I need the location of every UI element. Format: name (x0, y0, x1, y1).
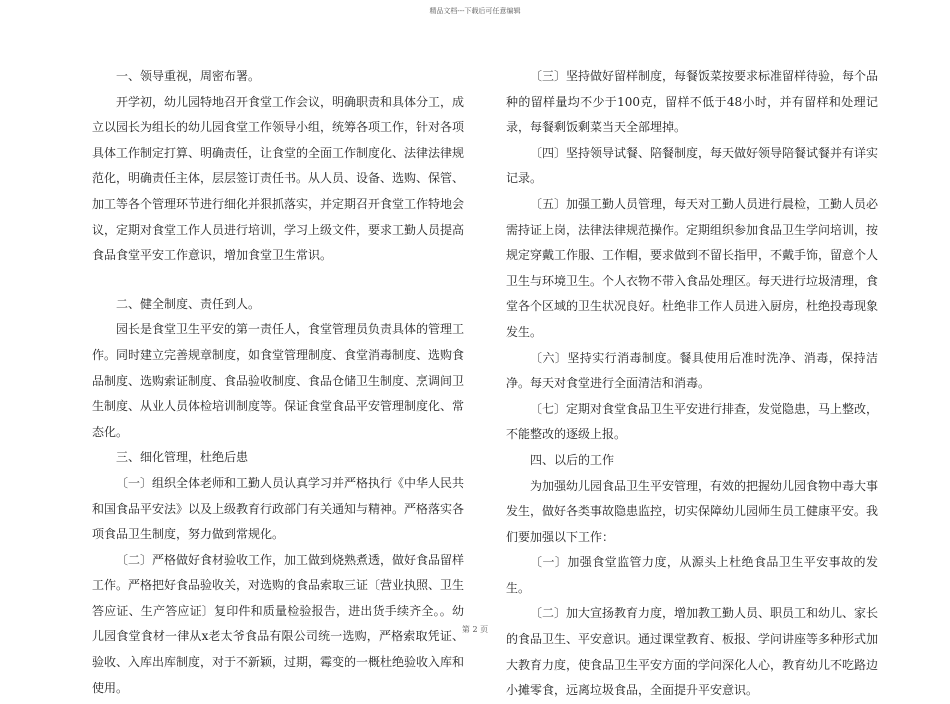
section-heading-4: 四、以后的工作 (530, 452, 615, 467)
paragraph: 为加强幼儿园食品卫生平安管理，有效的把握幼儿园食物中毒大事发生，做好各类事故隐患监控，切实保障幼儿园师生员工健康平安。我们要加强以下工作： (506, 478, 879, 544)
paragraph: 〔二〕加大宣扬教育力度，增加教工勤人员、职员工和幼儿、家长的食品卫生、平安意识。通过课堂教育、板报、学问讲座等多种形式加大教育力度，使食品卫生平安方面的学问深化人心，教育幼儿不吃路边小摊零食，远离垃圾食品，全面提升平安意识。 (506, 606, 879, 698)
section-heading-1: 一、领导重视，周密布署。 (116, 69, 261, 83)
page-header: 精品文档---下载后可任意编辑 (429, 7, 521, 15)
section-heading-2: 二、健全制度、责任到人。 (116, 296, 261, 311)
paragraph: 〔四〕坚持领导试餐、陪餐制度，每天做好领导陪餐试餐并有详实记录。 (506, 145, 879, 186)
page-number: 第 2 页 (461, 625, 489, 634)
paragraph: 〔七〕定期对食堂食品卫生平安进行排查，发觉隐患，马上整改，不能整改的逐级上报。 (506, 401, 879, 442)
left-column (92, 64, 464, 701)
paragraph: 〔一〕组织全体老师和工勤人员认真学习并严格执行《中华人民共和国食品平安法》以及上级教育行政部门有关通知与精神。严格落实各项食品卫生制度，努力做到常规化。 (92, 475, 465, 542)
right-column (506, 64, 878, 704)
paragraph: 〔一〕加强食堂监管力度，从源头上杜绝食品卫生平安事故的发生。 (506, 555, 878, 595)
paragraph: 〔五〕加强工勤人员管理，每天对工勤人员进行晨检，工勤人员必需持证上岗，法律法律规范操作。定期组织参加食品卫生学问培训，按规定穿戴工作服、工作帽，要求做到不留长指甲，不戴手饰，留意个人卫生与环境卫生。个人衣物不带入食品处理区。每天进行垃圾清理，食堂各个区域的卫生状况良好。杜绝非工作人员进入厨房，杜绝投毒现象发生。 (506, 196, 879, 339)
section-heading-3: 三、细化管理，杜绝后患 (116, 450, 249, 465)
paragraph: 〔二〕严格做好食材验收工作，加工做到烧熟煮透，做好食品留样工作。严格把好食品验收关，对选购的食品索取三证〔营业执照、卫生答应证、生产答应证〕复印件和质量检验报告，进出货手续齐全。。幼儿园食堂食材一律从x老太爷食品有限公司统一选购，严格索取凭证、验收、入库出库制度，对于不新颖，过期，霉变的一概杜绝验收入库和使用。 (92, 552, 465, 695)
paragraph: 开学初，幼儿园特地召开食堂工作会议，明确职责和具体分工，成立以园长为组长的幼儿园食堂工作领导小组，统筹各项工作，针对各项具体工作制定打算、明确责任，让食堂的全面工作制度化、法律法律规范化，明确责任主体，层层签订责任书。从人员、设备、选购、保管、加工等各个管理环节进行细化并狠抓落实，并定期召开食堂工作特地会议，定期对食堂工作人员进行培训，学习上级文件，要求工勤人员提高食品食堂平安工作意识，增加食堂卫生常识。 (92, 94, 465, 263)
paragraph: 〔三〕坚持做好留样制度，每餐饭菜按要求标准留样待验，每个品种的留样量均不少于100克，留样不低于48小时，并有留样和处理记录，每餐剩饭剩菜当天全部埋掉。 (506, 69, 879, 135)
paragraph: 园长是食堂卫生平安的第一责任人，食堂管理员负责具体的管理工作。同时建立完善规章制度，如食堂管理制度、食堂消毒制度、选购食品制度、选购索证制度、食品验收制度、食品仓储卫生制度、烹调间卫生制度、从业人员体检培训制度等。保证食堂食品平安管理制度化、常态化。 (92, 322, 465, 439)
paragraph: 〔六〕坚持实行消毒制度。餐具使用后准时洗净、消毒，保持洁净。每天对食堂进行全面清洁和消毒。 (506, 350, 878, 391)
